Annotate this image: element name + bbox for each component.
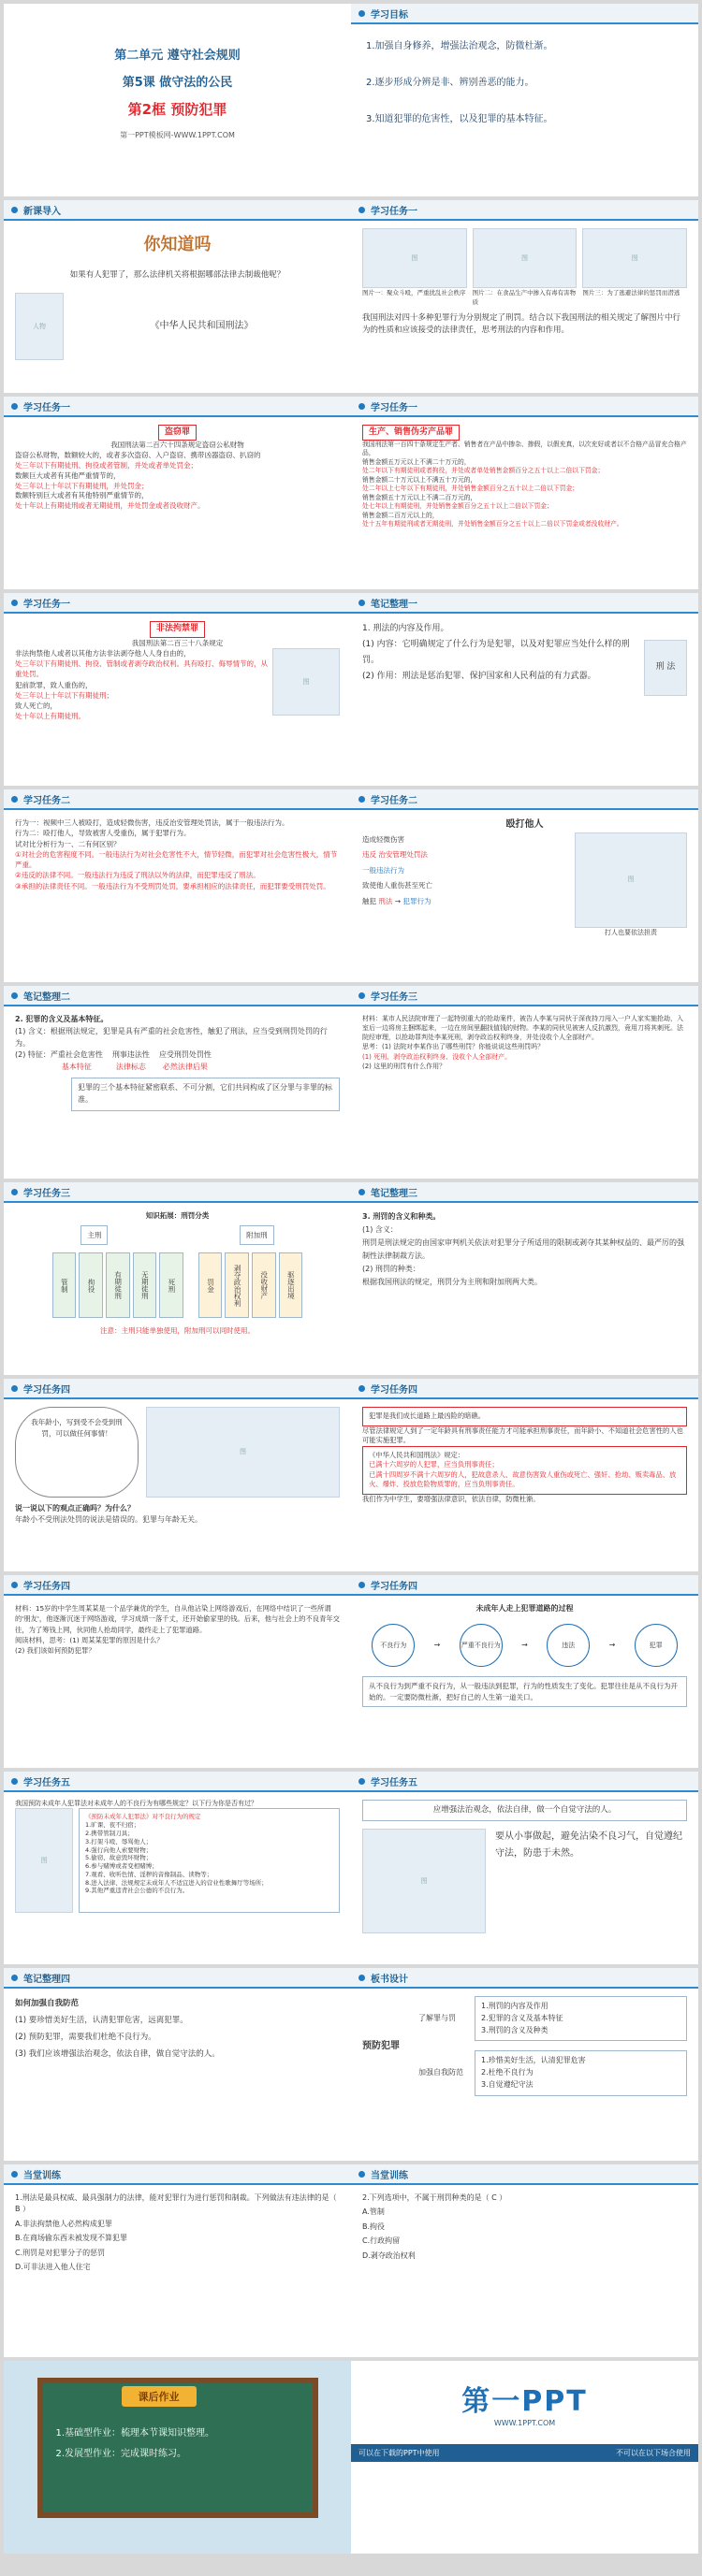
node: 一般违法行为 (362, 865, 404, 875)
note-line: (3) 我们应该增强法治观念，依法自律，做自觉守法的人。 (15, 2048, 220, 2059)
header-title: 学习任务四 (23, 1581, 70, 1592)
note-line: (1) 含义： (362, 1225, 398, 1234)
bullet-icon (358, 992, 365, 999)
goal-list (366, 39, 683, 126)
list-item: 7.观看、收听色情、淫秽的音像制品、读物等； (85, 1870, 213, 1878)
option: C.行政拘留 (362, 2236, 401, 2246)
source-text: 第一PPT模板网-WWW.1PPT.COM (120, 131, 235, 139)
note-line: 3. 刑罚的含义和种类。 (362, 1212, 441, 1221)
intro-text: 我国预防未成年人犯罪法对未成年人的不良行为有哪些规定？以下行为你是否有过？ (15, 1800, 257, 1807)
task2a-slide (4, 789, 351, 982)
header-title: 学习任务五 (23, 1777, 70, 1788)
slide-header (351, 1772, 698, 1792)
body-text: 我国刑法对四十多种犯罪行为分别规定了刑罚。结合以下我国刑法的相关规定了解图片中行为的性质和应该接受的法律责任，思考刑法的内容和作用。 (362, 313, 681, 336)
list-item: 8.进入法律、法规规定未成年人不适宜进入的营业性歌舞厅等场所； (85, 1878, 268, 1887)
question-text: (2) 这里的刑罚有什么作用？ (362, 1062, 446, 1070)
slide-header (351, 397, 698, 417)
note-line: 1. 刑法的内容及作用。 (362, 624, 449, 633)
header-title: 学习任务三 (23, 1188, 70, 1199)
body-line: 我们作为中学生，要增强法律意识，依法自律，防微杜渐。 (362, 1495, 540, 1504)
flow-step: 不良行为 (372, 1624, 415, 1667)
main-label: 主刑 (80, 1225, 108, 1246)
header-title: 笔记整理一 (371, 599, 417, 610)
flow-title: 未成年人走上犯罪道路的过程 (475, 1604, 574, 1613)
branch-label: 加强自我防范 (418, 2068, 463, 2077)
scene-image: 图 (473, 228, 578, 288)
flow-step: 严重不良行为 (460, 1624, 503, 1667)
ppt-left: 可以在下载的PPT中使用 (358, 2449, 440, 2457)
prison-image: 图 (272, 648, 340, 716)
homework-item: 2.发展型作业：完成课时练习。 (55, 2449, 187, 2459)
note-line: (1) 要珍惜美好生活，认清犯罪危害，远离犯罪。 (15, 2015, 188, 2025)
highlight-line: 应增强法治观念，依法自律，做一个自觉守法的人。 (362, 1800, 687, 1821)
law-line: 处三年以下有期徒刑、拘役、管制或者剥夺政治权利。具有殴打、侮辱情节的，从重处罚。 (15, 659, 268, 679)
unit-title: 第二单元 遵守社会规则 (114, 49, 241, 63)
question-text: 2.下列选项中，不属于刑罚种类的是（ C ） (362, 2193, 507, 2202)
header-title: 学习任务四 (371, 1581, 417, 1592)
task1d-slide (4, 593, 351, 786)
trait-sub: 基本特征 (61, 1063, 92, 1072)
punishment-item: 驱逐出境 (279, 1252, 303, 1318)
body-line: 要从小事做起，避免沾染不良习气，自觉遵纪守法，防患于未然。 (495, 1831, 682, 1860)
branch-item: 1.珍惜美好生活，认清犯罪危害 (481, 2056, 586, 2065)
header-title: 学习目标 (371, 9, 408, 21)
question-text: 阅读材料，思考：(1) 周某某犯罪的原因是什么？ (15, 1635, 164, 1644)
speech-bubble: 我年龄小，写到受不会受到刑罚，可以做任何事情！ (15, 1407, 139, 1498)
slide-header (4, 1182, 351, 1203)
fight-image: 图 (575, 832, 687, 928)
material-text: 材料：某市人民法院审理了一起特别重大的抢劫案件，被告人李某与同伙于深夜持刀闯入一户人家实施抢劫，入室后一边将房主捆绑起来，一边在房间里翻找值钱的财物。李某的同伙见被害人反抗激烈，竟用刀将其刺死。法院经审理，以抢劫罪判处李某死刑，剥夺政治权利终身，并处没收个人全部财产。 (362, 1015, 683, 1042)
law-line: 销售金额二百万元以上的， (362, 511, 439, 519)
branch-item: 3.自觉遵纪守法 (481, 2079, 534, 2089)
trait-sub: 必然法律后果 (162, 1063, 208, 1072)
ppt-logo: 第一PPT (461, 2385, 588, 2418)
header-title: 学习任务四 (371, 1384, 417, 1396)
header-title: 笔记整理四 (23, 1974, 70, 1985)
task2b-slide: 学习任务二 殴打他人 造成轻微伤害 违反 治安管理处罚法 一般违法行为 致使他人重伤甚至死亡 触犯 刑法 → 犯罪行为 图 打人也要依法担责 (351, 789, 698, 982)
header-title: 学习任务四 (23, 1384, 70, 1396)
option: D.可非法进入他人住宅 (15, 2262, 91, 2271)
diagram-title: 殴打他人 (505, 819, 544, 830)
task3b-slide (4, 1182, 351, 1375)
intro-text: 我国刑法第二百六十四条规定盗窃公私财物 (110, 441, 244, 450)
bullet-icon (358, 403, 365, 410)
arrow-icon: → (433, 1641, 441, 1650)
header-title: 学习任务二 (23, 795, 70, 806)
law-title: 《预防未成年人犯罪法》对不良行为的规定 (85, 1813, 201, 1821)
answer-text: (1) 死刑、剥夺政治权利终身、没收个人全部财产。 (362, 1052, 512, 1061)
header-title: 学习任务三 (371, 991, 417, 1003)
punishment-item: 罚金 (198, 1252, 223, 1318)
frame-title: 第2框 预防犯罪 (127, 101, 227, 118)
note-line: (2) 作用：刑法是惩治犯罪、保护国家和人民利益的有力武器。 (362, 672, 596, 682)
exercise2-slide (351, 2164, 698, 2357)
law-line: 非法拘禁他人或者以其他方法非法剥夺他人人身自由的， (15, 648, 191, 658)
branch-item: 1.刑罚的内容及作用 (481, 2002, 548, 2010)
answer-text: 年龄小不受刑法处罚的说法是错误的。犯罪与年龄无关。 (15, 1515, 202, 1525)
arrow-icon: → (608, 1641, 616, 1650)
slide-header (4, 397, 351, 417)
bullet-icon (11, 1189, 18, 1195)
header-title: 学习任务二 (371, 795, 417, 806)
ppt-url: WWW.1PPT.COM (493, 2419, 556, 2427)
question-text: 如果有人犯罪了，那么法律机关将根据哪部法律去制裁他呢？ (69, 269, 285, 280)
slide-header (4, 1379, 351, 1399)
note-line: 根据我国刑法的规定，刑罚分为主刑和附加刑两大类。 (362, 1278, 542, 1286)
slide-header (4, 1575, 351, 1596)
exercise1-slide (4, 2164, 351, 2357)
task5a-slide (4, 1772, 351, 1964)
bullet-icon (358, 207, 365, 213)
crime-tag: 盗窃罪 (158, 425, 197, 441)
law-line: 处十年以上有期徒刑或者无期徒刑，并处罚金或者没收财产。 (15, 501, 205, 511)
bullet-icon (11, 600, 18, 606)
node: 触犯 (362, 896, 376, 905)
bullet-icon (358, 2171, 365, 2178)
bullet-icon (11, 1975, 18, 1981)
law-line: 致人死亡的， (15, 702, 57, 710)
definition: (1) 含义：根据刑法规定，犯罪是具有严重的社会危害性，触犯了刑法，应当受到刑罚处罚的行为。 (15, 1026, 328, 1048)
slide-header (351, 593, 698, 614)
trait-sub: 法律标志 (115, 1063, 146, 1072)
bullet-icon (11, 796, 18, 803)
bullet-icon (11, 1582, 18, 1588)
task1b-slide (4, 397, 351, 589)
image-caption: 图片二：在食品生产中掺入有毒有害物质 (472, 289, 577, 307)
body-line: 尽管法律规定人到了一定年龄具有刑事责任能力才可能承担刑事责任，而年龄小、不知道社会危害性的人也可能实施犯罪。 (362, 1425, 683, 1445)
bullet-icon (11, 992, 18, 999)
branch-item: 2.杜绝不良行为 (481, 2068, 534, 2077)
header-title: 笔记整理二 (23, 991, 70, 1003)
image-caption: 图片一：聚众斗殴，严重扰乱社会秩序 (362, 289, 466, 297)
slide-header (351, 1575, 698, 1596)
header-title: 学习任务一 (23, 599, 70, 610)
homework-item: 1.基础型作业：梳理本节课知识整理。 (55, 2428, 215, 2439)
note-line: (1) 内容：它明确规定了什么行为是犯罪，以及对犯罪应当处什么样的刑罚。 (362, 640, 630, 666)
punishment-item: 拘役 (79, 1252, 103, 1318)
scene-image: 图 (362, 1829, 486, 1933)
law-line: 处三年以上十年以下有期徒刑，并处罚金； (15, 481, 149, 490)
bullet-icon (358, 600, 365, 606)
option: A.非法拘禁他人必然构成犯罪 (15, 2219, 112, 2228)
law-line: 销售金额五十万元以上不满二百万元的， (362, 493, 477, 501)
node: 造成轻微伤害 (362, 834, 404, 844)
flow-step: 违法 (547, 1624, 590, 1667)
header-title: 笔记整理三 (371, 1188, 417, 1199)
notes2-slide (4, 986, 351, 1179)
option: B.在商场偷东西未被发现不算犯罪 (15, 2234, 128, 2243)
homework-slide (4, 2361, 351, 2554)
option: C.刑罚是对犯罪分子的惩罚 (15, 2248, 106, 2257)
goal-item: 1.加强自身修养，增强法治观念，防微杜渐。 (366, 41, 553, 51)
task4a-slide (4, 1379, 351, 1571)
body-line: ③承担的法律责任不同。一般违法行为不受刑罚处罚，要承担相应的法律责任，而犯罪要受刑罚处罚。 (15, 881, 330, 890)
header-title: 当堂训练 (371, 2170, 408, 2181)
node: 刑法 (378, 896, 393, 905)
task1a-slide (351, 200, 698, 393)
slide-header (4, 1772, 351, 1792)
bullet-icon (358, 1778, 365, 1785)
note-text: 注意：主刑只能单独使用，附加刑可以同时使用。 (100, 1326, 255, 1336)
highlight-line: 犯罪是我们成长道路上最凶险的暗礁。 (362, 1407, 687, 1426)
option: B.拘役 (362, 2221, 386, 2231)
body-line: 《中华人民共和国刑法》规定： (369, 1450, 465, 1459)
crime-tag: 生产、销售伪劣产品罪 (362, 425, 460, 441)
node: 致使他人重伤甚至死亡 (362, 881, 432, 890)
punishment-item: 剥夺政治权利 (225, 1252, 249, 1318)
scene-image: 图 (362, 228, 467, 288)
list-item: 6.参与赌博或者变相赌博； (85, 1862, 158, 1871)
punishment-item: 没收财产 (252, 1252, 276, 1318)
bullet-icon (11, 2171, 18, 2178)
question-text: (2) 我们该如何预防犯罪？ (15, 1646, 95, 1656)
crime-tag: 非法拘禁罪 (150, 621, 205, 638)
slide-header (351, 2164, 698, 2185)
slide-header (4, 986, 351, 1006)
list-item: 3.打架斗殴、辱骂他人； (85, 1837, 153, 1845)
slide-header (351, 4, 698, 24)
trait: 应受刑罚处罚性 (158, 1050, 212, 1060)
arrow-icon: → (521, 1641, 528, 1650)
slide-header (351, 200, 698, 221)
board-slide (351, 1968, 698, 2161)
slide-header (4, 593, 351, 614)
body-line: 行为二：殴打他人，导致被害人受重伤，属于犯罪行为。 (15, 829, 191, 838)
slide-header (351, 1379, 698, 1399)
header-title: 学习任务一 (371, 206, 417, 217)
body-line: 已满十四周岁不满十六周岁的人，犯故意杀人、故意伤害致人重伤或死亡、强奸、抢劫、贩卖毒品、放火、爆炸、投放危险物质罪的，应当负刑事责任。 (369, 1469, 677, 1489)
task4d-slide (351, 1575, 698, 1768)
law-line: 处十年以上有期徒刑。 (15, 712, 85, 721)
question-text: 思考：(1) 法院对李某作出了哪些刑罚？你能说说这些刑罚吗？ (362, 1043, 545, 1051)
person-image: 人物 (15, 293, 64, 360)
board-root: 预防犯罪 (362, 2040, 400, 2051)
header-title: 学习任务一 (371, 402, 417, 413)
bullet-icon (11, 403, 18, 410)
law-line: 处三年以上十年以下有期徒刑； (15, 690, 113, 700)
kb-title: 知识拓展：刑罚分类 (145, 1211, 210, 1220)
punishment-item: 死刑 (159, 1252, 183, 1318)
list-item: 1.旷课、夜不归宿； (85, 1821, 140, 1830)
bullet-icon (358, 1385, 365, 1392)
branch-item: 3.刑罚的含义及种类 (481, 2025, 548, 2034)
list-item: 5.偷窃、故意毁坏财物； (85, 1854, 153, 1862)
header-title: 当堂训练 (23, 2170, 61, 2181)
law-line: 处十五年有期徒刑或者无期徒刑，并处销售金额百分之五十以上二倍以下罚金或者没收财产。 (362, 520, 623, 528)
slide-header (351, 1968, 698, 1989)
intro-text: 我国刑法第二百三十八条规定 (131, 638, 224, 647)
list-item: 9.其他严重违背社会公德的不良行为。 (85, 1887, 189, 1895)
bullet-icon (358, 796, 365, 803)
law-line: 数额特别巨大或者有其他特别严重情节的， (15, 491, 149, 500)
bullet-icon (358, 10, 365, 17)
bullet-icon (11, 1385, 18, 1392)
law-line: 处七年以上有期徒刑，并处销售金额百分之五十以上二倍以下罚金； (362, 502, 553, 511)
traits-label: (2) 特征： (15, 1050, 51, 1060)
body-line: ②违反的法律不同。一般违法行为违反了刑法以外的法律，而犯罪违反了刑法。 (15, 871, 260, 880)
header-title: 学习任务五 (371, 1777, 417, 1788)
boy-image: 图 (15, 1808, 73, 1913)
question-text: 1.刑法是最具权威、最具强制力的法律，能对犯罪行为进行惩罚和制裁。下列做法有违法律的是（ B ） (15, 2193, 337, 2214)
chalkboard (37, 2378, 318, 2518)
notes1-slide (351, 593, 698, 786)
intro-slide (4, 200, 351, 393)
body-line: 已满十六周岁的人犯罪，应当负刑事责任； (369, 1460, 499, 1469)
slide-header (351, 986, 698, 1006)
notes3-slide (351, 1182, 698, 1375)
bullet-icon (11, 207, 18, 213)
note-line: 刑罚是刑法规定的由国家审判机关依法对犯罪分子所适用的限制或剥夺其某种权益的、最严厉的强制性法律制裁方法。 (362, 1238, 684, 1260)
trait: 严重社会危害性 (50, 1050, 103, 1060)
badge-text: 打人也要依法担责 (605, 928, 657, 936)
law-line: 处三年以下有期徒刑、拘役或者管制，并处或者单处罚金； (15, 460, 197, 470)
summary-box: 犯罪的三个基本特征紧密联系、不可分割，它们共同构成了区分罪与非罪的标准。 (71, 1078, 340, 1111)
flow-text: 从不良行为到严重不良行为，从一般违法到犯罪，行为的性质发生了变化。犯罪往往是从不良行为开始的。一定要防微杜渐，把好自己的人生第一道关口。 (362, 1676, 687, 1707)
note-line: (2) 预防犯罪，需要我们杜绝不良行为。 (15, 2032, 156, 2042)
ppt-slide (351, 2361, 698, 2554)
law-line: 销售金额五万元以上不满二十万元的， (362, 457, 471, 466)
answer-text: 《中华人民共和国刑法》 (150, 321, 254, 332)
punishment-item: 管制 (52, 1252, 77, 1318)
law-line: 盗窃公私财物，数额较大的，或者多次盗窃、入户盗窃、携带凶器盗窃、扒窃的 (15, 450, 261, 459)
slide-header (4, 200, 351, 221)
banner-text: 你知道吗 (143, 235, 212, 254)
header-title: 学习任务一 (23, 402, 70, 413)
student-image: 图 (146, 1407, 340, 1498)
note-line: (2) 刑罚的种类： (362, 1265, 420, 1273)
punishment-item: 有期徒刑 (106, 1252, 130, 1318)
bullet-icon (358, 1189, 365, 1195)
branch-item: 2.犯罪的含义及基本特征 (481, 2013, 563, 2022)
bullet-icon (358, 1975, 365, 1981)
image-caption: 图片三：为了逃避法律的惩罚而潜逃 (582, 289, 680, 297)
ppt-right: 不可以在以下场合使用 (616, 2449, 691, 2457)
slide-header (351, 1182, 698, 1203)
material-text: 材料：15岁的中学生周某某是一个品学兼优的学生，自从他沾染上网络游戏后，在网络中结识了一些所谓的'朋友'，他逐渐沉迷于网络游戏，学习成绩一落千丈，还开始偷家里的钱。后来，他与社会上的不良青年交往，为了筹钱上网，伙同他人抢劫同学，最终走上了犯罪道路。 (15, 1604, 340, 1634)
lesson-title: 第5课 做守法的公民 (122, 76, 233, 90)
law-line: 我国刑法第一百四十条规定生产者、销售者在产品中掺杂、掺假，以假充真，以次充好或者以不合格产品冒充合格产品， (362, 440, 687, 457)
flow-step: 犯罪 (635, 1624, 678, 1667)
question-text: 说一说以下的观点正确吗？为什么？ (15, 1504, 135, 1512)
header-title: 新课导入 (23, 206, 61, 217)
body-line: 行为一：视频中三人被殴打，造成轻微伤害，违反治安管理处罚法，属于一般违法行为。 (15, 818, 289, 827)
cover-slide (4, 4, 351, 196)
ppt-bar (351, 2444, 698, 2462)
punishment-item: 无期徒刑 (133, 1252, 157, 1318)
homework-title: 课后作业 (122, 2386, 197, 2407)
note-title: 2. 犯罪的含义及基本特征。 (15, 1015, 109, 1023)
slide-header (4, 1968, 351, 1989)
option: A.管制 (362, 2207, 385, 2217)
bullet-icon (11, 1778, 18, 1785)
law-line: 犯前款罪，致人重伤的， (15, 680, 93, 689)
goals-slide (351, 4, 698, 196)
list-item: 2.携带管制刀具； (85, 1829, 134, 1837)
note-title: 如何加强自我防范 (15, 1999, 80, 2008)
goal-item: 2.逐步形成分辨是非、辨别善恶的能力。 (366, 78, 534, 88)
slide-header (4, 789, 351, 810)
law-line: 处二年以下有期徒刑或者拘役，并处或者单处销售金额百分之五十以上二倍以下罚金； (362, 467, 605, 475)
scene-image: 图 (582, 228, 687, 288)
notes4-slide (4, 1968, 351, 2161)
list-item: 4.强行向他人索要财物； (85, 1845, 153, 1854)
bullet-icon (358, 1582, 365, 1588)
trait: 刑事违法性 (111, 1050, 150, 1060)
task4c-slide (4, 1575, 351, 1768)
task3a-slide (351, 986, 698, 1179)
law-line: 处二年以上七年以下有期徒刑，并处销售金额百分之五十以上二倍以下罚金； (362, 485, 579, 493)
law-line: 数额巨大或者有其他严重情节的， (15, 470, 121, 480)
slide-header (351, 789, 698, 810)
branch-label: 了解罪与罚 (418, 2014, 456, 2022)
node: 犯罪行为 (402, 896, 431, 905)
task1c-slide (351, 397, 698, 589)
option: D.剥夺政治权利 (362, 2250, 416, 2260)
slide-header (4, 2164, 351, 2185)
law-line: 销售金额二十万元以上不满五十万元的， (362, 475, 477, 484)
goal-item: 3.知道犯罪的危害性，以及犯罪的基本特征。 (366, 114, 553, 124)
node: 违反 治安管理处罚法 (362, 850, 428, 859)
task4b-slide (351, 1379, 698, 1571)
header-title: 板书设计 (371, 1974, 408, 1985)
body-line: 试对比分析行为一、二有何区别？ (15, 839, 121, 848)
task5b-slide (351, 1772, 698, 1964)
body-line: ①对社会的危害程度不同。一般违法行为对社会危害性不大，情节轻微，而犯罪对社会危害性极大，情节严重。 (15, 849, 338, 869)
law-book-icon: 刑 法 (644, 640, 687, 696)
extra-label: 附加刑 (240, 1225, 274, 1246)
